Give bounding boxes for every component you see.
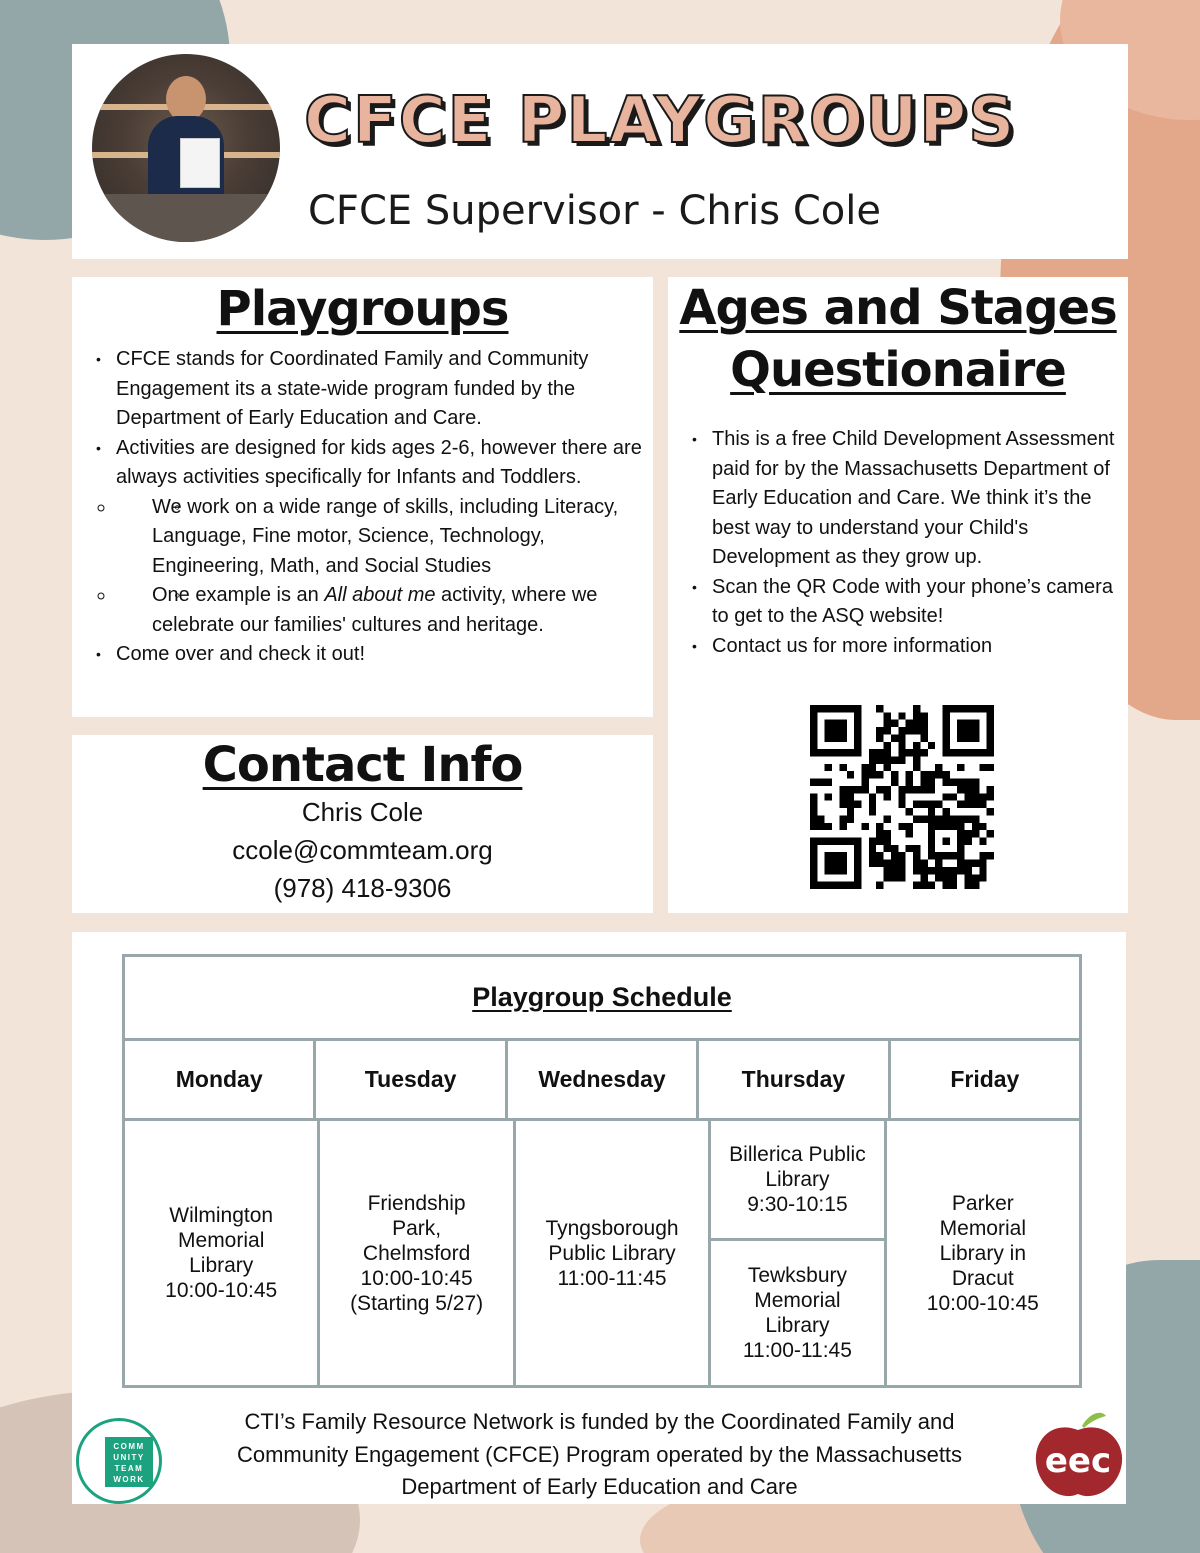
- cell-line: Tyngsborough: [545, 1216, 679, 1240]
- cell-line: Library: [189, 1254, 254, 1277]
- schedule-title: Playgroup Schedule: [125, 957, 1079, 1041]
- cell-line: Dracut: [951, 1266, 1014, 1290]
- cell-line: 10:00-10:45: [926, 1291, 1039, 1315]
- schedule-panel: [72, 932, 1126, 1504]
- community-teamwork-logo-text: COMM UNITY TEAM WORK: [105, 1437, 153, 1487]
- cell-thursday-second: [711, 1241, 883, 1385]
- eec-logo: [1032, 1406, 1124, 1502]
- cell-line: 10:00-10:45: [165, 1279, 278, 1302]
- cell-friday: [887, 1121, 1079, 1385]
- asq-title-line1: Ages and Stages: [679, 280, 1117, 336]
- sub-list-item: [116, 581, 647, 640]
- sub-list-text: One example is an: [152, 584, 325, 606]
- list-item: • Contact us for more information: [668, 632, 1128, 662]
- cell-line: Chelmsford: [362, 1241, 471, 1265]
- svg-text:eec: eec: [1044, 1441, 1112, 1481]
- funding-statement: CTI’s Family Resource Network is funded by the Coordinated Family and Community Engagement (CFCE) Program operated by the Massachusetts Department of Early Education and Care: [236, 1409, 963, 1499]
- sub-list: [116, 493, 647, 641]
- list-item-text: Activities are designed for kids ages 2-6, however there are always activities specifically for Infants and Toddlers.: [116, 436, 642, 488]
- cell-line: Park,: [392, 1216, 442, 1240]
- cell-line: Library: [765, 1314, 830, 1337]
- cell-line: Library in: [939, 1241, 1026, 1265]
- playgroups-list: [72, 345, 653, 670]
- cell-thursday-first: [711, 1121, 883, 1241]
- list-item: • Scan the QR Code with your phone’s camera to get to the ASQ website!: [668, 573, 1128, 632]
- cell-line: 9:30-10:15: [747, 1193, 848, 1216]
- cell-line: Memorial: [754, 1289, 841, 1312]
- asq-qr-code[interactable]: [810, 705, 994, 889]
- cell-line: Memorial: [939, 1216, 1026, 1240]
- contact-phone[interactable]: (978) 418-9306: [273, 873, 452, 903]
- contact-name: Chris Cole: [301, 797, 424, 827]
- schedule-body-row: [125, 1121, 1079, 1385]
- playgroups-title: Playgroups: [216, 281, 509, 337]
- day-header-wednesday: Wednesday: [508, 1041, 699, 1118]
- day-header-friday: Friday: [950, 1066, 1020, 1092]
- header-panel: [72, 44, 1128, 259]
- cell-line: Friendship: [367, 1191, 466, 1215]
- cell-line: Wilmington: [169, 1204, 274, 1227]
- cell-line: Library: [765, 1168, 830, 1191]
- cell-monday: [125, 1121, 320, 1385]
- asq-list: [668, 425, 1128, 661]
- asq-title-line2: Questionaire: [730, 342, 1066, 398]
- list-item: • Come over and check it out!: [72, 640, 647, 670]
- cell-line: (Starting 5/27): [350, 1291, 484, 1315]
- page-subtitle: CFCE Supervisor - Chris Cole: [308, 188, 881, 234]
- cell-line: 10:00-10:45: [360, 1266, 473, 1290]
- sub-list-text: activity, where we celebrate our families' cultures and heritage.: [152, 584, 598, 636]
- sub-list-emphasis: All about me: [324, 584, 436, 606]
- cell-line: Parker: [951, 1191, 1014, 1215]
- cell-line: Tewksbury: [747, 1264, 848, 1287]
- schedule-header-row: [125, 1041, 1079, 1121]
- list-item: • CFCE stands for Coordinated Family and Community Engagement its a state-wide program funded by the Department of Early Education and Care.: [72, 345, 647, 434]
- schedule-table: [122, 954, 1082, 1388]
- contact-panel: [72, 735, 653, 913]
- cell-wednesday: [516, 1121, 711, 1385]
- page-title: CFCE PLAYGROUPS: [304, 84, 1017, 158]
- contact-email[interactable]: ccole@commteam.org: [232, 835, 493, 865]
- list-item: • This is a free Child Development Assessment paid for by the Massachusetts Department of Early Education and Care. We think it’s the best way to understand your Child's Development as they grow up.: [668, 425, 1128, 573]
- day-header-thursday: Thursday: [699, 1041, 890, 1118]
- playgroups-panel: [72, 277, 653, 717]
- contact-title: Contact Info: [202, 737, 523, 793]
- community-teamwork-logo: [76, 1418, 162, 1504]
- cell-line: Billerica Public: [729, 1143, 866, 1166]
- cell-line: 11:00-11:45: [557, 1266, 667, 1290]
- cell-line: Public Library: [548, 1241, 676, 1265]
- cell-thursday: [711, 1121, 886, 1385]
- day-header-tuesday: Tuesday: [316, 1041, 507, 1118]
- cell-line: Memorial: [178, 1229, 265, 1252]
- supervisor-photo: [92, 54, 280, 242]
- list-item: [72, 434, 647, 641]
- asq-panel: [668, 277, 1128, 913]
- cell-tuesday: [320, 1121, 515, 1385]
- sub-list-item: ◦ ◦ We work on a wide range of skills, including Literacy, Language, Fine motor, Science, Technology, Engineering, Math, and Social Studies: [116, 493, 647, 582]
- cell-line: 11:00-11:45: [742, 1339, 852, 1362]
- day-header-monday: Monday: [125, 1041, 316, 1118]
